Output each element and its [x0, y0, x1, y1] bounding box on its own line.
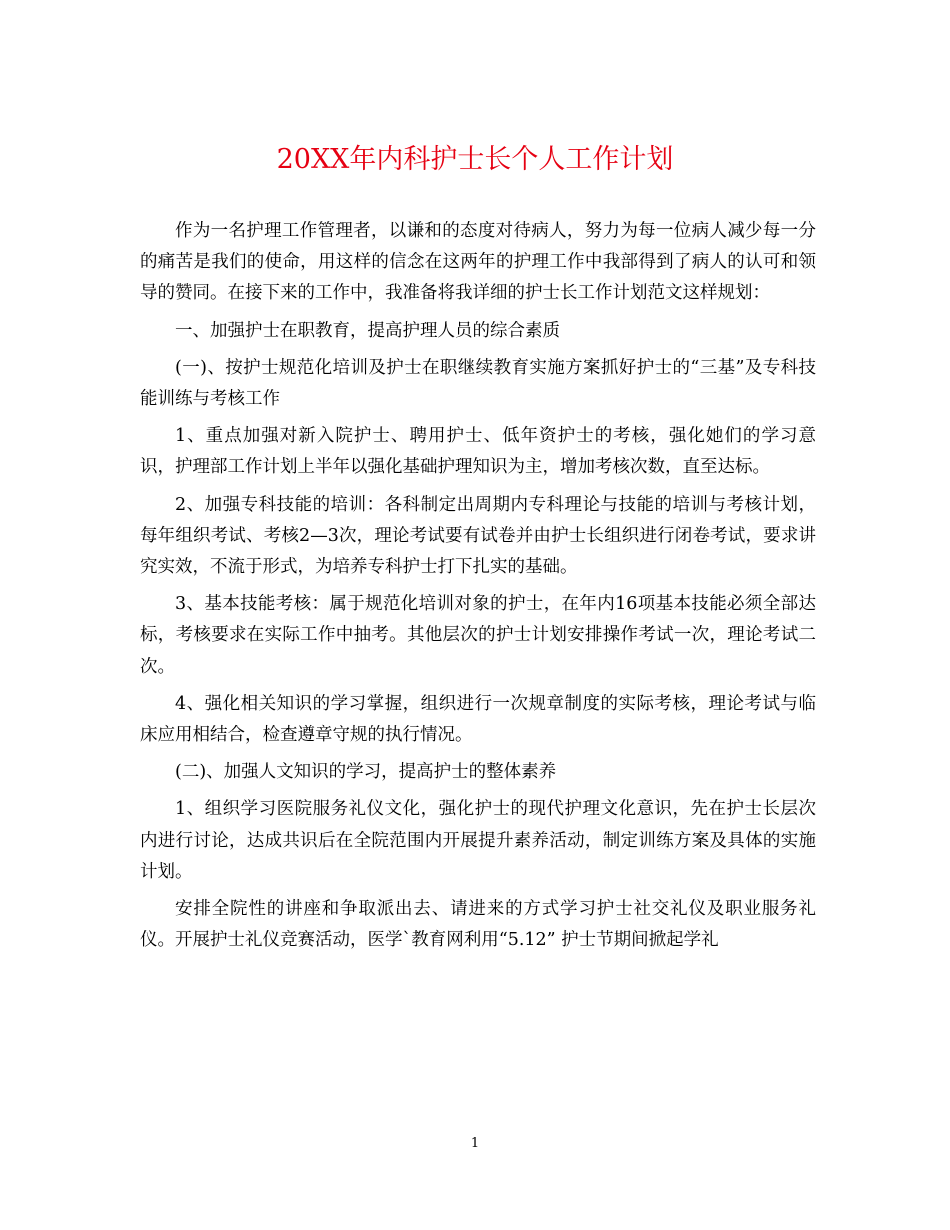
list-item-1: 1、重点加强对新入院护士、聘用护士、低年资护士的考核，强化她们的学习意识，护理部工作计划上半年以强化基础护理知识为主，增加考核次数，直至达标。 — [140, 426, 816, 478]
subsection-heading-1: (一)、按护士规范化培训及护士在职继续教育实施方案抓好护士的“三基”及专科技能训练与考核工作 — [140, 357, 816, 410]
paragraph-intro: 作为一名护理工作管理者，以谦和的态度对待病人，努力为每一位病人减少每一分的痛苦是我们的使命，用这样的信念在这两年的护理工作中我部得到了病人的认可和领导的赞同。在接下来的工作中，我准备将我详细的护士长工作计划范文这样规划： — [140, 221, 816, 304]
paragraph-etiquette: 安排全院性的讲座和争取派出去、请进来的方式学习护士社交礼仪及职业服务礼仪。开展护士礼仪竞赛活动，医学`教育网利用“5.12” 护士节期间掀起学礼 — [140, 899, 816, 951]
section-heading-1: 一、加强护士在职教育，提高护理人员的综合素质 — [175, 320, 560, 341]
document-title: 20XX年内科护士长个人工作计划 — [276, 144, 674, 175]
list-item-2: 2、加强专科技能的培训：各科制定出周期内专科理论与技能的培训与考核计划，每年组织考试、考核2—3次，理论考试要有试卷并由护士长组织进行闭卷考试，要求讲究实效，不流于形式，为培养专科护士打下扎实的基础。 — [140, 494, 816, 578]
list-item-5: 1、组织学习医院服务礼仪文化，强化护士的现代护理文化意识，先在护士长层次内进行讨论，达成共识后在全院范围内开展提升素养活动，制定训练方案及具体的实施计划。 — [140, 799, 816, 882]
document-body — [140, 216, 816, 962]
page-number: 1 — [470, 1136, 480, 1151]
list-item-4: 4、强化相关知识的学习掌握，组织进行一次规章制度的实际考核，理论考试与临床应用相结合，检查遵章守规的执行情况。 — [140, 693, 816, 746]
list-item-3: 3、基本技能考核：属于规范化培训对象的护士，在年内16项基本技能必须全部达标，考核要求在实际工作中抽考。其他层次的护士计划安排操作考试一次，理论考试二次。 — [140, 594, 816, 677]
subsection-heading-2: (二)、加强人文知识的学习，提高护士的整体素养 — [175, 762, 557, 783]
